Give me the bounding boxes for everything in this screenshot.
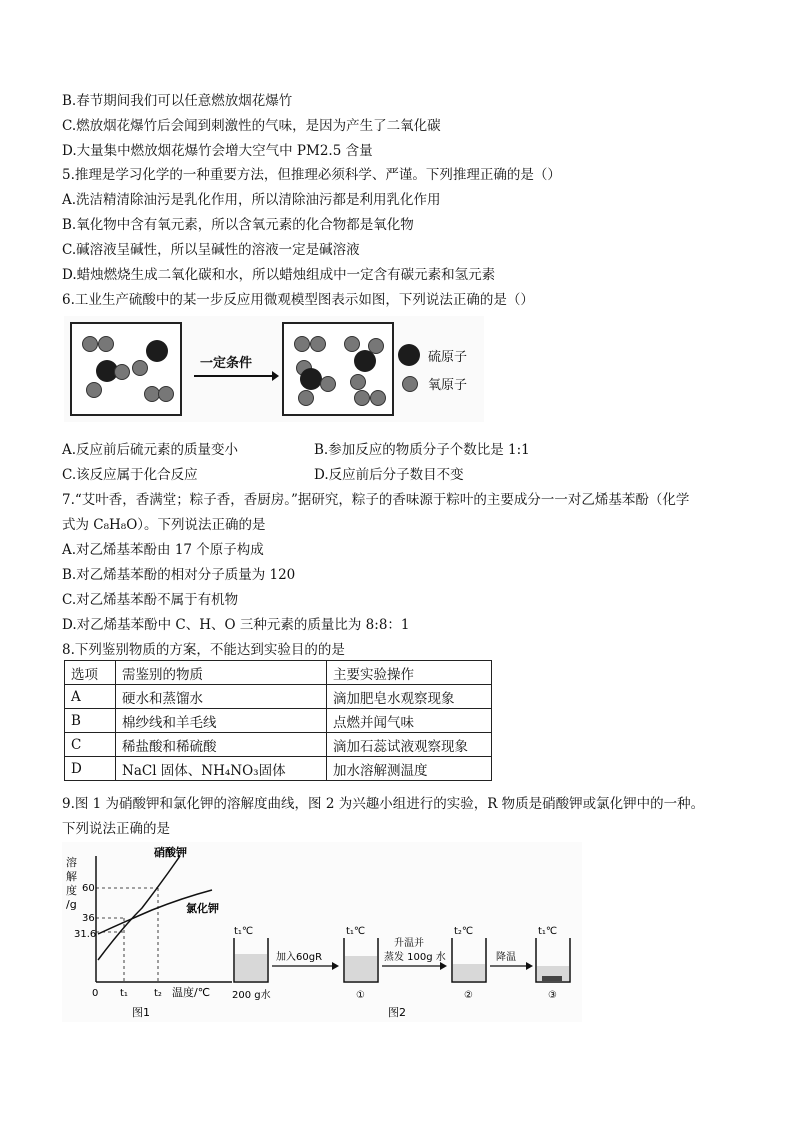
oxygen-atom <box>82 336 98 352</box>
q5-option-c: C.碱溶液呈碱性，所以呈碱性的溶液一定是碱溶液 <box>62 242 360 258</box>
oxygen-atom <box>98 336 114 352</box>
oxygen-atom <box>298 390 314 406</box>
q4-option-d: D.大量集中燃放烟花爆竹会增大空气中 PM2.5 含量 <box>62 143 373 159</box>
q9-stem-line1: 9.图 1 为硝酸钾和氯化钾的溶解度曲线，图 2 为兴趣小组进行的实验，R 物质是硝酸钾或氯化钾中的一种。 <box>62 796 705 812</box>
step2-label-a: 升温并 <box>394 938 424 949</box>
oxygen-atom <box>132 360 148 376</box>
fig1-ylabel-char: 度 <box>66 884 77 897</box>
beaker-label: ③ <box>548 990 557 1001</box>
oxygen-atom <box>344 336 360 352</box>
oxygen-atom <box>320 376 336 392</box>
table-header-row <box>65 661 492 685</box>
fig1-ylabel-char: /g <box>66 898 77 911</box>
beaker-temp: t₁℃ <box>234 926 254 937</box>
q8-stem: 8.下列鉴别物质的方案，不能达到实验目的的是 <box>62 642 345 658</box>
q7-option-d: D.对乙烯基苯酚中 C、H、O 三种元素的质量比为 8:8：1 <box>62 617 410 633</box>
table-cell: 滴加肥皂水观察现象 <box>327 685 492 709</box>
table-cell: 硬水和蒸馏水 <box>116 685 327 709</box>
table-cell: 加水溶解测温度 <box>327 757 492 781</box>
step1-label: 加入60gR <box>276 952 323 963</box>
q9-stem-line2: 下列说法正确的是 <box>62 821 170 837</box>
table-cell: A <box>65 685 116 709</box>
water-label: 200 g水 <box>232 990 271 1001</box>
q5-stem: 5.推理是学习化学的一种重要方法，但推理必须科学、严谨。下列推理正确的是（） <box>62 167 561 183</box>
q5-option-a: A.洗洁精清除油污是乳化作用，所以清除油污都是利用乳化作用 <box>62 192 441 208</box>
fig1-caption: 图1 <box>132 1006 150 1019</box>
table-cell: NaCl 固体、NH₄NO₃固体 <box>116 757 327 781</box>
table-row <box>65 685 492 709</box>
q6-option-d: D.反应前后分子数目不变 <box>314 467 464 483</box>
beaker-label: ① <box>356 990 365 1001</box>
table-row <box>65 709 492 733</box>
table-cell: 稀盐酸和稀硫酸 <box>116 733 327 757</box>
beaker-label: ② <box>464 990 473 1001</box>
step2-label-b: 蒸发 100g 水 <box>384 952 446 963</box>
oxygen-atom <box>114 364 130 380</box>
table-header-cell: 选项 <box>65 661 116 685</box>
beaker-temp: t₂℃ <box>454 926 474 937</box>
q6-option-c: C.该反应属于化合反应 <box>62 467 198 483</box>
legend-sulfur-icon <box>398 344 420 366</box>
legend-oxygen-icon <box>402 376 418 392</box>
oxygen-atom <box>370 390 386 406</box>
table-header-cell: 需鉴别的物质 <box>116 661 327 685</box>
oxygen-atom <box>158 386 174 402</box>
sulfur-atom <box>300 368 322 390</box>
fig1-xlabel: 温度/℃ <box>172 986 211 999</box>
fig1-ylabel-char: 溶 <box>66 856 77 869</box>
reactants-box <box>70 322 182 416</box>
fig1-ylabel-char: 解 <box>66 870 77 883</box>
table-cell: D <box>65 757 116 781</box>
fig1-x-tick: t₁ <box>120 988 128 999</box>
sulfur-atom <box>146 340 168 362</box>
fig1-x-tick: 0 <box>92 988 99 999</box>
table-row <box>65 757 492 781</box>
q4-option-c: C.燃放烟花爆竹后会闻到刺激性的气味，是因为产生了二氧化碳 <box>62 118 441 134</box>
beaker-temp: t₁℃ <box>346 926 366 937</box>
q7-stem-line1: 7.“艾叶香，香满堂；粽子香，香厨房。”据研究，粽子的香味源于粽叶的主要成分一一对乙烯基苯酚（化学 <box>62 492 690 508</box>
beaker-temp: t₁℃ <box>538 926 558 937</box>
q7-stem-line2: 式为 C₈H₈O）。下列说法正确的是 <box>62 517 266 533</box>
reaction-condition: 一定条件 <box>200 356 253 371</box>
oxygen-atom <box>310 336 326 352</box>
q8-table <box>64 660 492 781</box>
table-cell: C <box>65 733 116 757</box>
legend-sulfur-label: 硫原子 <box>428 350 468 365</box>
oxygen-atom <box>350 374 366 390</box>
legend-oxygen-label: 氧原子 <box>428 378 468 393</box>
step3-label: 降温 <box>496 952 516 963</box>
q5-option-b: B.氧化物中含有氧元素，所以含氧元素的化合物都是氧化物 <box>62 217 414 233</box>
q7-option-b: B.对乙烯基苯酚的相对分子质量为 120 <box>62 567 296 583</box>
q4-option-b: B.春节期间我们可以任意燃放烟花爆竹 <box>62 93 293 109</box>
kno3-curve <box>98 856 180 960</box>
oxygen-atom <box>294 336 310 352</box>
step-arrow-head-icon <box>526 962 533 970</box>
step-arrow-head-icon <box>440 962 447 970</box>
table-cell: 点燃并闻气味 <box>327 709 492 733</box>
kcl-label: 氯化钾 <box>186 902 219 915</box>
fig1-y-tick: 60 <box>82 883 95 894</box>
q7-option-c: C.对乙烯基苯酚不属于有机物 <box>62 592 239 608</box>
step-arrow-head-icon <box>332 962 339 970</box>
kno3-label: 硝酸钾 <box>154 846 187 859</box>
oxygen-atom <box>368 338 384 354</box>
table-cell: B <box>65 709 116 733</box>
beaker-solution <box>453 964 485 981</box>
table-header-cell: 主要实验操作 <box>327 661 492 685</box>
fig2-caption: 图2 <box>388 1006 406 1019</box>
oxygen-atom <box>86 382 102 398</box>
table-row <box>65 733 492 757</box>
fig1-y-tick: 31.6 <box>74 929 97 940</box>
q6-molecule-figure <box>64 316 484 422</box>
crystal-precipitate <box>542 976 562 981</box>
table-cell: 棉纱线和羊毛线 <box>116 709 327 733</box>
q7-option-a: A.对乙烯基苯酚由 17 个原子构成 <box>62 542 264 558</box>
q5-option-d: D.蜡烛燃烧生成二氧化碳和水，所以蜡烛组成中一定含有碳元素和氢元素 <box>62 267 496 283</box>
fig1-x-tick: t₂ <box>154 988 162 999</box>
q9-figure-svg <box>62 842 582 1022</box>
beaker-solution <box>345 956 377 981</box>
q6-option-a: A.反应前后硫元素的质量变小 <box>62 442 239 458</box>
table-cell: 滴加石蕊试液观察现象 <box>327 733 492 757</box>
products-box <box>282 322 394 416</box>
q6-option-b: B.参加反应的物质分子个数比是 1:1 <box>314 442 530 458</box>
fig1-y-tick: 36 <box>82 913 95 924</box>
beaker-water <box>235 954 267 981</box>
q6-stem: 6.工业生产硫酸中的某一步反应用微观模型图表示如图，下列说法正确的是（） <box>62 292 534 308</box>
reaction-arrow-icon <box>192 370 280 382</box>
oxygen-atom <box>354 390 370 406</box>
q9-figure <box>62 842 582 1022</box>
